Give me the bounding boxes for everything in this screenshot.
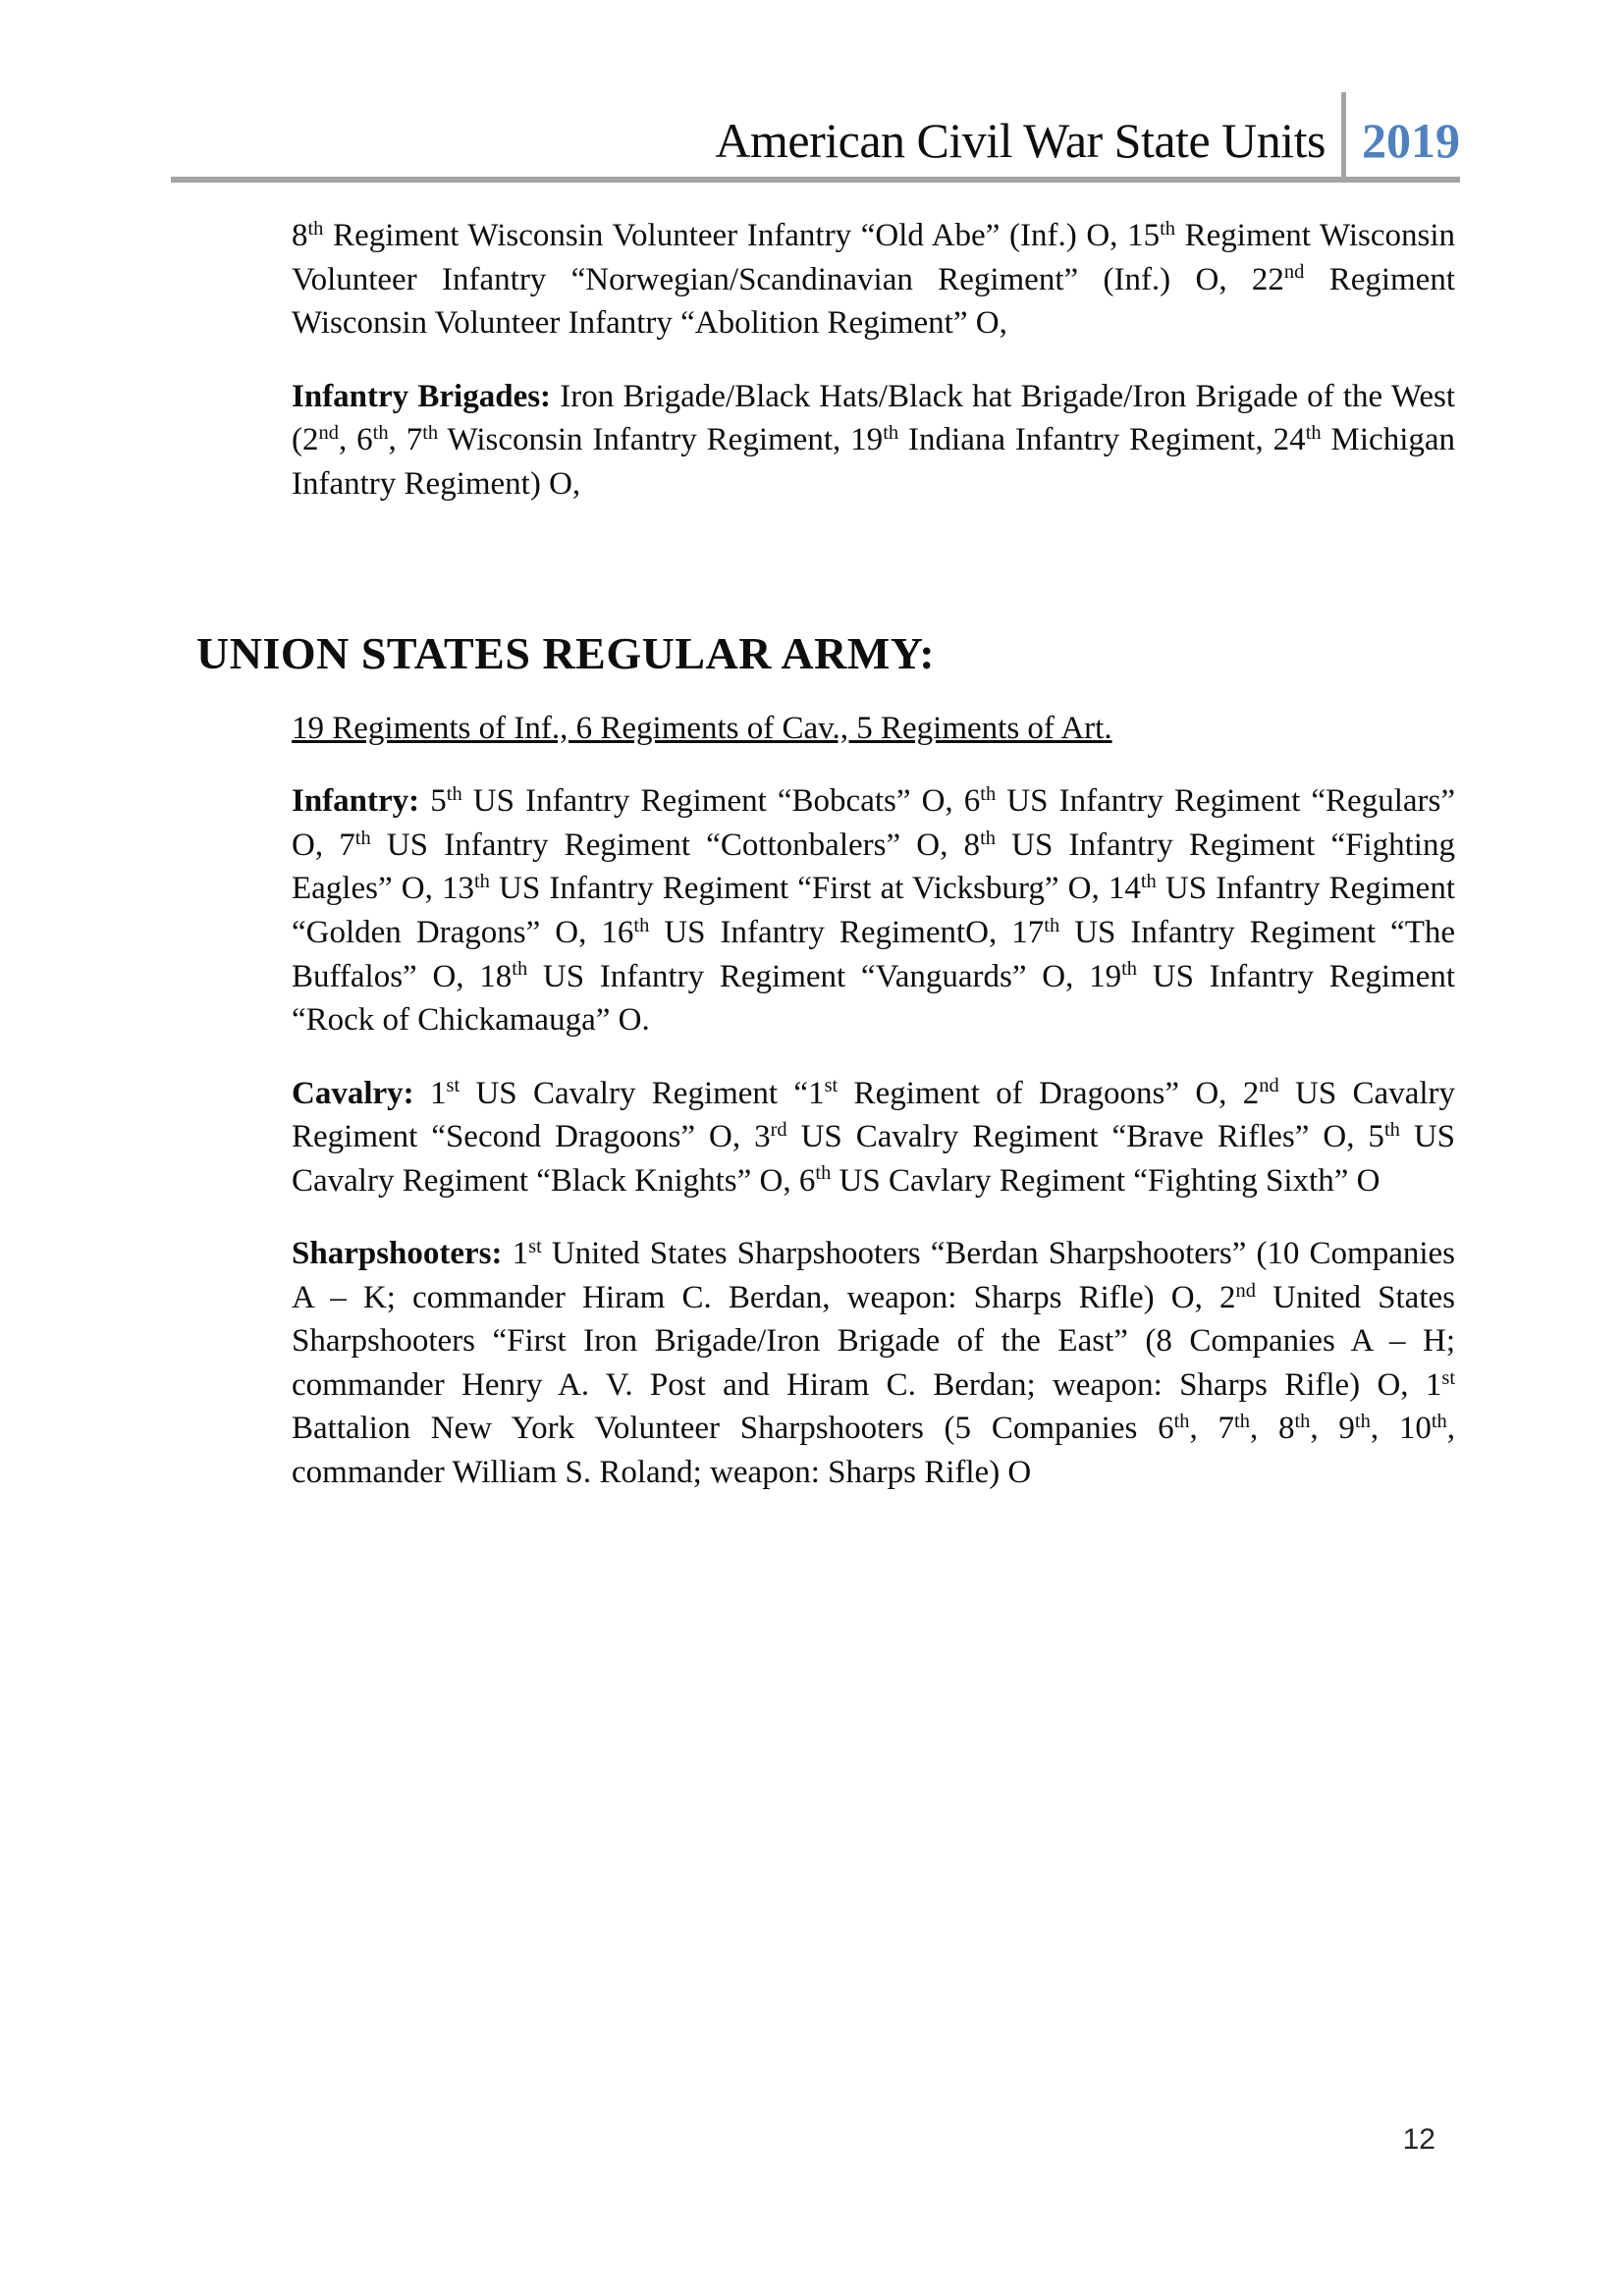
paragraph-wisconsin-regiments: 8th Regiment Wisconsin Volunteer Infantry “Old Abe” (Inf.) O, 15th Regiment Wisconsin Volunteer Infantry “Norwegian/Scandinavian Regiment” (Inf.) O, 22nd Regiment Wisconsin Volunteer Infantry “Abolition Regiment” O, bbox=[292, 217, 1455, 342]
header-year: 2019 bbox=[1362, 113, 1460, 168]
document-body bbox=[196, 214, 1455, 1524]
header-title: American Civil War State Units bbox=[715, 113, 1326, 168]
page-number: 12 bbox=[1402, 2123, 1435, 2156]
paragraph-sharpshooters: Sharpshooters: 1st United States Sharpshooters “Berdan Sharpshooters” (10 Companies A – K; commander Hiram C. Berdan, weapon: Sharps Rifle) O, 2nd United States Sharpshooters “First Iron Brigade/Iron Brigade of the East” (8 Companies A – H; commander Henry A. V. Post and Hiram C. Berdan; weapon: Sharps Rifle) O, 1st Battalion New York Volunteer Sharpshooters (5 Companies 6th, 7th, 8th, 9th, 10th, commander William S. Roland; weapon: Sharps Rifle) O bbox=[292, 1236, 1455, 1490]
page-header bbox=[196, 92, 1460, 177]
section-heading-union-states-regular-army: UNION STATES REGULAR ARMY: bbox=[196, 628, 936, 679]
section-subheading-regiment-counts: 19 Regiments of Inf., 6 Regiments of Cav., 5 Regiments of Art. bbox=[292, 710, 1112, 746]
header-horizontal-rule bbox=[171, 177, 1460, 183]
paragraph-cavalry: Cavalry: 1st US Cavalry Regiment “1st Regiment of Dragoons” O, 2nd US Cavalry Regiment “Second Dragoons” O, 3rd US Cavalry Regiment “Brave Rifles” O, 5th US Cavalry Regiment “Black Knights” O, 6th US Cavlary Regiment “Fighting Sixth” O bbox=[292, 1075, 1456, 1199]
paragraph-infantry: Infantry: 5th US Infantry Regiment “Bobcats” O, 6th US Infantry Regiment “Regulars” O, 7th US Infantry Regiment “Cottonbalers” O, 8th US Infantry Regiment “Fighting Eagles” O, 13th US Infantry Regiment “First at Vicksburg” O, 14th US Infantry Regiment “Golden Dragons” O, 16th US Infantry RegimentO, 17th US Infantry Regiment “The Buffalos” O, 18th US Infantry Regiment “Vanguards” O, 19th US Infantry Regiment “Rock of Chickamauga” O. bbox=[292, 783, 1456, 1039]
paragraph-infantry-brigades: Infantry Brigades: Iron Brigade/Black Hats/Black hat Brigade/Iron Brigade of the West (2nd, 6th, 7th Wisconsin Infantry Regiment, 19th Indiana Infantry Regiment, 24th Michigan Infantry Regiment) O, bbox=[292, 378, 1456, 502]
header-vertical-divider bbox=[1341, 92, 1346, 177]
